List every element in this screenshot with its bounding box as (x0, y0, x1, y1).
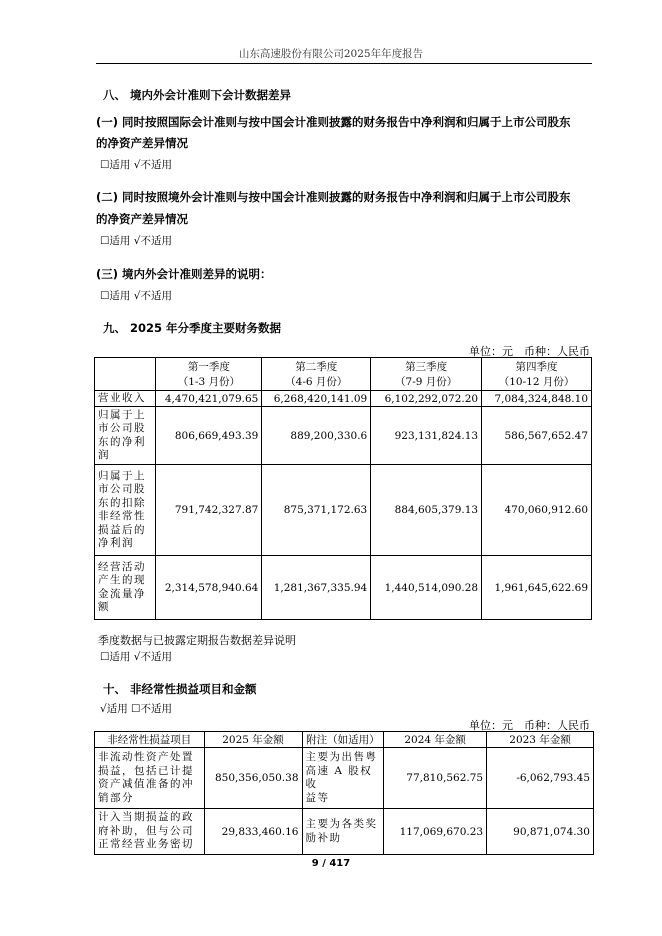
header-note: 附注（如适用） (302, 732, 384, 748)
section9-title: 九、 2025 年分季度主要财务数据 (103, 321, 282, 335)
section10-title: 十、 非经常性损益项目和金额 (103, 682, 257, 696)
section8-sub1-title-line2: 的净资产差异情况 (96, 136, 188, 150)
section9-unit: 单位：元 币种：人民币 (469, 345, 590, 358)
table-row (95, 407, 592, 465)
header-2025: 2025 年金额 (204, 732, 302, 748)
table-cell: 875,371,172.63 (262, 465, 371, 556)
header-divider (96, 63, 592, 64)
note-cell: 主要为各类奖 励补助 (302, 809, 384, 855)
table-cell: 77,810,562.75 (384, 748, 487, 809)
section8-sub2-title-line2: 的净资产差异情况 (96, 212, 188, 226)
table-cell: 470,060,912.60 (482, 465, 592, 556)
row-label: 营业收入 (95, 391, 156, 407)
header-q2: 第二季度 （4-6 月份） (262, 358, 371, 391)
table-cell: 791,742,327.87 (156, 465, 262, 556)
item-label: 计入当期损益的政 府补助，但与公司 正常经营业务密切 (95, 809, 205, 855)
table-row (95, 465, 592, 556)
table-cell: 7,084,324,848.10 (482, 391, 592, 407)
quarterly-financial-table (94, 357, 592, 620)
row-label: 归属于上 市公司股 东的净利 润 (95, 407, 156, 465)
header-q1: 第一季度 （1-3 月份） (156, 358, 262, 391)
table-cell: -6,062,793.45 (487, 748, 594, 809)
table-cell: 1,440,514,090.28 (371, 556, 482, 620)
nonrecurring-items-table (94, 731, 594, 855)
page-number: 9 / 417 (311, 858, 351, 869)
row-label: 归属于上 市公司股 东的扣除 非经常性 损益后的 净利润 (95, 465, 156, 556)
header-item: 非经常性损益项目 (95, 732, 205, 748)
table-cell: 29,833,460.16 (204, 809, 302, 855)
table-row (95, 391, 592, 407)
section10-options: √适用 ☐不适用 (100, 703, 172, 715)
section10-unit: 单位：元 币种：人民币 (469, 719, 590, 732)
section8-sub3-title: (三) 境内外会计准则差异的说明： (96, 267, 272, 281)
table-header-row (95, 732, 594, 748)
section9-diff-options: ☐适用 √不适用 (100, 651, 172, 663)
table-cell: 90,871,074.30 (487, 809, 594, 855)
table-cell: 1,281,367,335.94 (262, 556, 371, 620)
header-2024: 2024 年金额 (384, 732, 487, 748)
item-label: 非流动性资产处置 损益，包括已计提 资产减值准备的冲 销部分 (95, 748, 205, 809)
table-cell: 1,961,645,622.69 (482, 556, 592, 620)
table-row (95, 556, 592, 620)
table-cell: 6,102,292,072.20 (371, 391, 482, 407)
table-cell: 2,314,578,940.64 (156, 556, 262, 620)
header-empty-cell (95, 358, 156, 391)
table-cell: 6,268,420,141.09 (262, 391, 371, 407)
section8-sub3-options: ☐适用 √不适用 (100, 290, 172, 302)
section9-diff-note: 季度数据与已披露定期报告数据差异说明 (98, 634, 296, 647)
table-row (95, 809, 594, 855)
table-cell: 806,669,493.39 (156, 407, 262, 465)
page-header-title: 山东高速股份有限公司2025年年度报告 (238, 48, 424, 60)
section8-sub1-options: ☐适用 √不适用 (100, 159, 172, 171)
table-cell: 884,605,379.13 (371, 465, 482, 556)
note-cell: 主要为出售粤 高速 A 股权收 益等 (302, 748, 384, 809)
table-cell: 4,470,421,079.65 (156, 391, 262, 407)
section8-title: 八、 境内外会计准则下会计数据差异 (103, 88, 292, 102)
header-q4: 第四季度 （10-12 月份） (482, 358, 592, 391)
section8-sub2-title-line1: (二) 同时按照境外会计准则与按中国会计准则披露的财务报告中净利润和归属于上市公司股东 (96, 190, 571, 204)
section8-sub2-options: ☐适用 √不适用 (100, 235, 172, 247)
table-header-row (95, 358, 592, 391)
header-2023: 2023 年金额 (487, 732, 594, 748)
table-cell: 889,200,330.6 (262, 407, 371, 465)
row-label: 经营活动 产生的现 金流量净 额 (95, 556, 156, 620)
header-q3: 第三季度 （7-9 月份） (371, 358, 482, 391)
table-row (95, 748, 594, 809)
table-cell: 850,356,050.38 (204, 748, 302, 809)
table-cell: 586,567,652.47 (482, 407, 592, 465)
table-cell: 117,069,670.23 (384, 809, 487, 855)
section8-sub1-title-line1: (一) 同时按照国际会计准则与按中国会计准则披露的财务报告中净利润和归属于上市公司股东 (96, 115, 571, 129)
table-cell: 923,131,824.13 (371, 407, 482, 465)
